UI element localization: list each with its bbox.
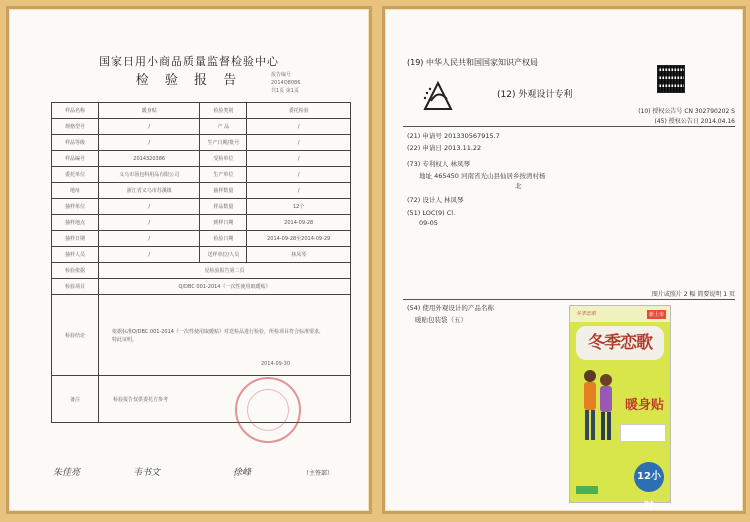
- table-row: [52, 151, 351, 167]
- report-number-block: 报告编号 2014Q8086 共1页 第1页: [271, 72, 301, 94]
- table-label-cell: 产 品: [200, 119, 247, 135]
- application-date: (22) 申请日 2013.11.22: [407, 144, 482, 152]
- table-label-cell: 样品名称: [52, 103, 99, 119]
- table-row: [52, 231, 351, 247]
- package-tag: 新上市: [648, 312, 664, 318]
- table-value-cell: /: [99, 119, 200, 135]
- loc-class-code: 09-05: [419, 219, 438, 227]
- table-label-cell: 检验类别: [200, 103, 247, 119]
- table-value-cell: /: [99, 247, 200, 263]
- table-label-cell: 检验项目: [52, 279, 99, 295]
- designer: (72) 设计人 林凤琴: [407, 196, 464, 204]
- patent-office-logo-icon: [421, 81, 455, 111]
- product-name: 暖贴包装袋（五）: [415, 316, 467, 324]
- patent-type: (12) 外观设计专利: [497, 90, 573, 100]
- design-patent-document: [382, 6, 746, 514]
- divider: [403, 299, 735, 300]
- conclusion-row: 检验结论 依据标准Q/DBC 001-2014《一次性使用取暖贴》对送检品进行检验，所检项目符合标准要求，特此证明。 2014-09-30: [52, 295, 351, 376]
- owner-address-2: 北: [515, 182, 522, 190]
- table-row: [52, 279, 351, 295]
- product-package-image: [569, 305, 671, 512]
- package-usage-strip: [620, 424, 666, 442]
- table-value-cell: /: [247, 183, 351, 199]
- table-label-cell: 抽样单位: [52, 199, 99, 215]
- product-name-label: (54) 使用外观设计的产品名称: [407, 304, 494, 312]
- table-label-cell: 地址: [52, 183, 99, 199]
- table-row: [52, 167, 351, 183]
- divider: [403, 126, 735, 127]
- table-value-cell: /: [99, 199, 200, 215]
- table-value-cell: 林凤琴: [247, 247, 351, 263]
- table-label-cell: 样品数量: [200, 199, 247, 215]
- table-value-cell: /: [247, 151, 351, 167]
- table-row: [52, 119, 351, 135]
- table-value-cell: /: [247, 167, 351, 183]
- inspection-report-document: [6, 6, 372, 514]
- table-value-cell: 暖身贴: [99, 103, 200, 119]
- signature-3: 徐峰: [233, 468, 252, 478]
- table-value-cell: 委托检验: [247, 103, 351, 119]
- table-label-cell: 送样单位/人员: [200, 247, 247, 263]
- table-label-cell: 样品编号: [52, 151, 99, 167]
- table-value-cell: 12个: [247, 199, 351, 215]
- signature-2: 韦书文: [133, 468, 161, 478]
- patent-owner: (73) 专利权人 林凤琴: [407, 160, 470, 168]
- table-row: [52, 263, 351, 279]
- table-label-cell: 抽样日期: [52, 231, 99, 247]
- application-number: (21) 申请号 201330567915.7: [407, 132, 500, 140]
- table-label-cell: 受检单位: [200, 151, 247, 167]
- table-label-cell: 到样日期: [200, 215, 247, 231]
- table-row: [52, 199, 351, 215]
- table-value-cell: 浙江省义乌市苏溪镇: [99, 183, 200, 199]
- table-row: [52, 103, 351, 119]
- package-title: 冬季恋歌: [576, 326, 664, 360]
- table-row: [52, 183, 351, 199]
- signature-line: [53, 465, 349, 485]
- table-value-cell: /: [99, 135, 200, 151]
- table-value-cell: 2014-09-28至2014-09-29: [247, 231, 351, 247]
- table-value-cell: 2014-09-28: [247, 215, 351, 231]
- package-brand: 冬季恋歌: [576, 311, 597, 317]
- report-header: 国家日用小商品质量监督检验中心: [99, 55, 279, 68]
- conclusion-text: 依据标准Q/DBC 001-2014《一次性使用取暖贴》对送检品进行检验，所检项目符合标准要求，特此证明。: [112, 329, 324, 343]
- table-value-cell: Q/DBC 001-2014《一次性使用取暖贴》: [99, 279, 351, 295]
- table-row: [52, 247, 351, 263]
- table-label-cell: 抽样地点: [52, 215, 99, 231]
- table-label-cell: 抽样数量: [200, 183, 247, 199]
- table-label-cell: 检验依据: [52, 263, 99, 279]
- table-label-cell: 抽样人员: [52, 247, 99, 263]
- qr-code-icon: [657, 65, 685, 93]
- remark-row: 备注 检验报告仅供委托方参考: [52, 376, 351, 423]
- signature-1: 朱佳亮: [53, 468, 81, 478]
- package-hours-badge: 12小时: [634, 462, 664, 492]
- table-value-cell: /: [247, 135, 351, 151]
- table-label-cell: 生产单位: [200, 167, 247, 183]
- table-row: [52, 135, 351, 151]
- signature-note: （主签部）: [303, 470, 334, 477]
- table-value-cell: /: [247, 119, 351, 135]
- stamp-date: 2014-09-30: [260, 361, 290, 367]
- publication-date: (45) 授权公告日 2014.04.16: [654, 118, 735, 125]
- report-table: [51, 102, 351, 423]
- publication-number: (10) 授权公告号 CN 302790202 S: [638, 108, 735, 115]
- table-label-cell: 检验日期: [200, 231, 247, 247]
- loc-class: (51) LOC(9) Cl.: [407, 209, 456, 217]
- table-label-cell: 委托单位: [52, 167, 99, 183]
- package-heat-label: 暖身贴: [624, 398, 664, 413]
- table-value-cell: 义乌市汤包科用品有限公司: [99, 167, 200, 183]
- table-value-cell: /: [99, 215, 200, 231]
- pages-info: 图片或照片 2 幅 简要说明 1 页: [651, 291, 735, 298]
- table-label-cell: 生产日期/批号: [200, 135, 247, 151]
- report-title: 检 验 报 告: [135, 73, 243, 88]
- table-value-cell: 2014320386: [99, 151, 200, 167]
- table-label-cell: 样品等级: [52, 135, 99, 151]
- package-bottom-tag: [576, 486, 598, 494]
- table-value-cell: 见检验报告第二页: [99, 263, 351, 279]
- table-row: [52, 215, 351, 231]
- patent-office: (19) 中华人民共和国国家知识产权局: [407, 58, 538, 67]
- table-value-cell: /: [99, 231, 200, 247]
- official-seal: [235, 377, 301, 443]
- couple-illustration-icon: [576, 366, 620, 448]
- owner-address: 地址 465450 河南省光山县仙居乡按湾村杨: [419, 172, 546, 180]
- table-label-cell: 规格型号: [52, 119, 99, 135]
